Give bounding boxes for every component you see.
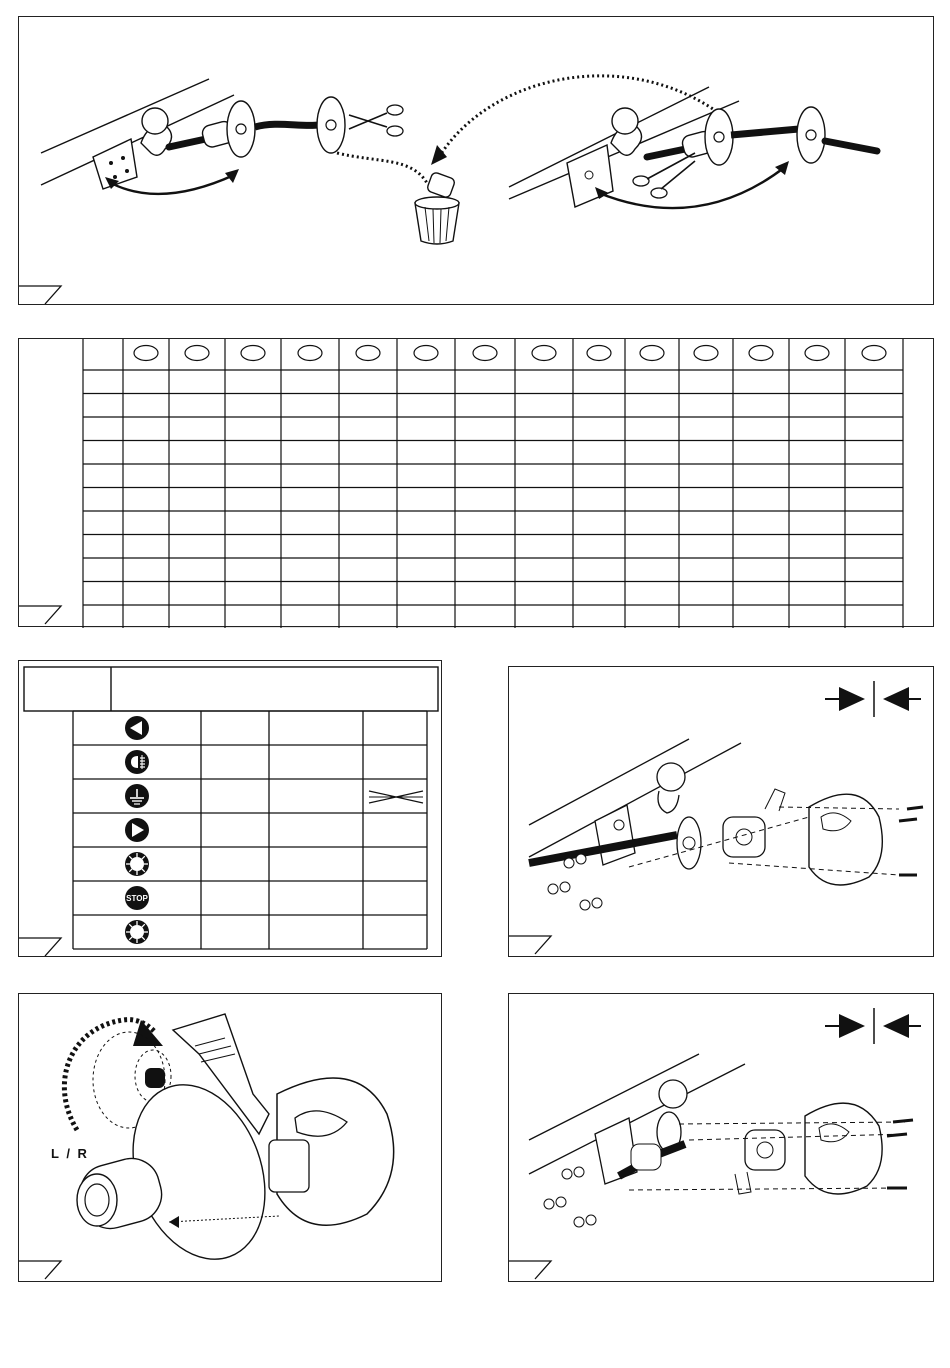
legend-header-box [24, 667, 438, 711]
cable-routing-panel [18, 16, 934, 305]
press-together-icon [825, 1008, 921, 1044]
nut-icon [544, 1167, 596, 1227]
pin-number-circle [185, 346, 209, 361]
pin-number-circle [134, 346, 158, 361]
nut-icon [548, 854, 602, 910]
pin-number-circle [414, 346, 438, 361]
wiring-table [19, 339, 935, 628]
pin-number-circle [356, 346, 380, 361]
signal-legend-table [19, 661, 443, 958]
panel-corner-tab [19, 596, 65, 626]
rotation-direction-label: L / R [51, 1146, 89, 1161]
tow-ball [659, 1080, 687, 1108]
tail-light-icon [125, 920, 149, 944]
pin-number-circle [473, 346, 497, 361]
panel-corner-tab [19, 274, 65, 304]
panel-corner-tab [19, 1251, 65, 1281]
screw-icon [887, 1120, 913, 1188]
socket-rotation-illustration [19, 994, 443, 1283]
scissors-icon [349, 105, 403, 136]
ground-icon [125, 784, 149, 808]
socket-assembly-alt-illustration [509, 994, 935, 1283]
panel-corner-tab [509, 926, 555, 956]
socket-assembly-panel [508, 666, 934, 957]
pin-number-circle [694, 346, 718, 361]
tail-light-icon [125, 852, 149, 876]
pin-number-circle [749, 346, 773, 361]
pin-number-circle [640, 346, 664, 361]
panel-corner-tab [19, 926, 65, 956]
socket-assembly-alt-panel [508, 993, 934, 1282]
pin-number-circle [805, 346, 829, 361]
pin-number-circle [241, 346, 265, 361]
screw-icon [899, 807, 923, 875]
pin-number-circle [587, 346, 611, 361]
socket-assembly-illustration [509, 667, 935, 958]
wiring-table-panel [18, 338, 934, 627]
signal-legend-panel [18, 660, 442, 957]
fog-light-icon [125, 750, 149, 774]
press-together-icon [825, 681, 921, 717]
left-indicator-icon [125, 716, 149, 740]
right-indicator-icon [125, 818, 149, 842]
pin-number-circle [862, 346, 886, 361]
stop-light-icon [125, 886, 149, 910]
scissors-icon [633, 153, 695, 198]
pin-number-circle [298, 346, 322, 361]
pin-number-circle [532, 346, 556, 361]
socket-housing [805, 1103, 882, 1194]
panel-corner-tab [509, 1251, 555, 1281]
cable-routing-illustration [19, 17, 935, 306]
stop-label: STOP [126, 894, 148, 903]
tow-ball [657, 763, 685, 791]
waste-bin-icon [415, 171, 459, 244]
not-used-cross [369, 791, 423, 803]
socket-rotation-panel [18, 993, 442, 1282]
